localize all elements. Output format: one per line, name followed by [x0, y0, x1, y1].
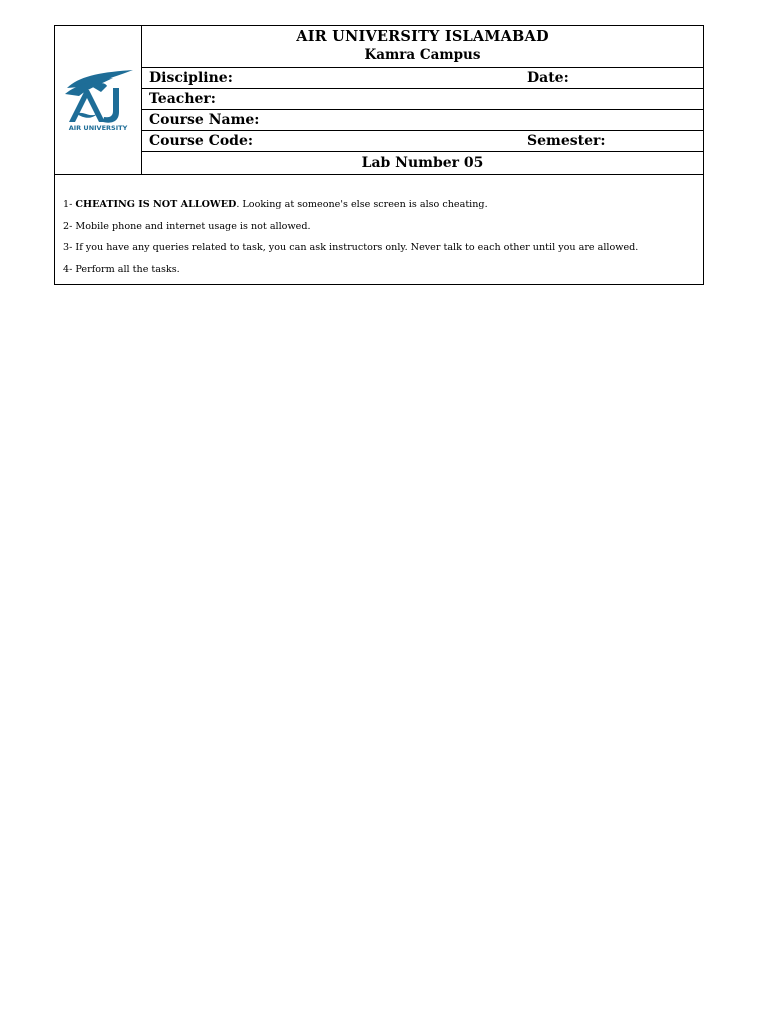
teacher-row: [142, 89, 703, 110]
course-code-row: [142, 131, 703, 152]
rule-emphasis: CHEATING IS NOT ALLOWED: [75, 199, 237, 210]
rule-item: [63, 216, 703, 238]
info-cell: [142, 26, 703, 174]
rule-text: If you have any queries related to task, you can ask instructors only. Never talk to each other until you are allowed.: [75, 242, 639, 253]
rule-number: 3-: [63, 242, 76, 253]
campus-name: Kamra Campus: [364, 47, 481, 63]
rule-number: 1-: [63, 199, 76, 210]
rule-text: Perform all the tasks.: [75, 263, 180, 275]
rule-number: 4-: [63, 263, 76, 275]
course-name-row: [142, 110, 703, 131]
logo-cell: [55, 26, 142, 174]
lab-header-sheet: [54, 25, 704, 285]
rule-item: [63, 237, 703, 259]
course-name-label: Course Name:: [149, 112, 260, 128]
header-row: [55, 26, 703, 175]
university-logo: [61, 68, 135, 132]
rule-item: [63, 259, 703, 281]
university-name: AIR UNIVERSITY ISLAMABAD: [296, 28, 549, 45]
lab-number-label: Lab Number 05: [361, 154, 484, 171]
rule-number: 2-: [63, 220, 76, 232]
rule-text: Mobile phone and internet usage is not allowed.: [75, 220, 311, 232]
title-block: [142, 26, 703, 68]
discipline-label: Discipline:: [149, 70, 233, 86]
date-label: Date:: [527, 70, 569, 86]
rule-item: [63, 194, 703, 216]
rules-list: [55, 175, 703, 284]
logo-lettering: AIR UNIVERSITY: [68, 124, 128, 132]
course-code-label: Course Code:: [149, 133, 254, 149]
lab-number-row: [142, 152, 703, 173]
discipline-row: [142, 68, 703, 89]
teacher-label: Teacher:: [149, 91, 216, 107]
semester-label: Semester:: [527, 133, 606, 149]
rule-text: . Looking at someone's else screen is also cheating.: [236, 199, 488, 210]
